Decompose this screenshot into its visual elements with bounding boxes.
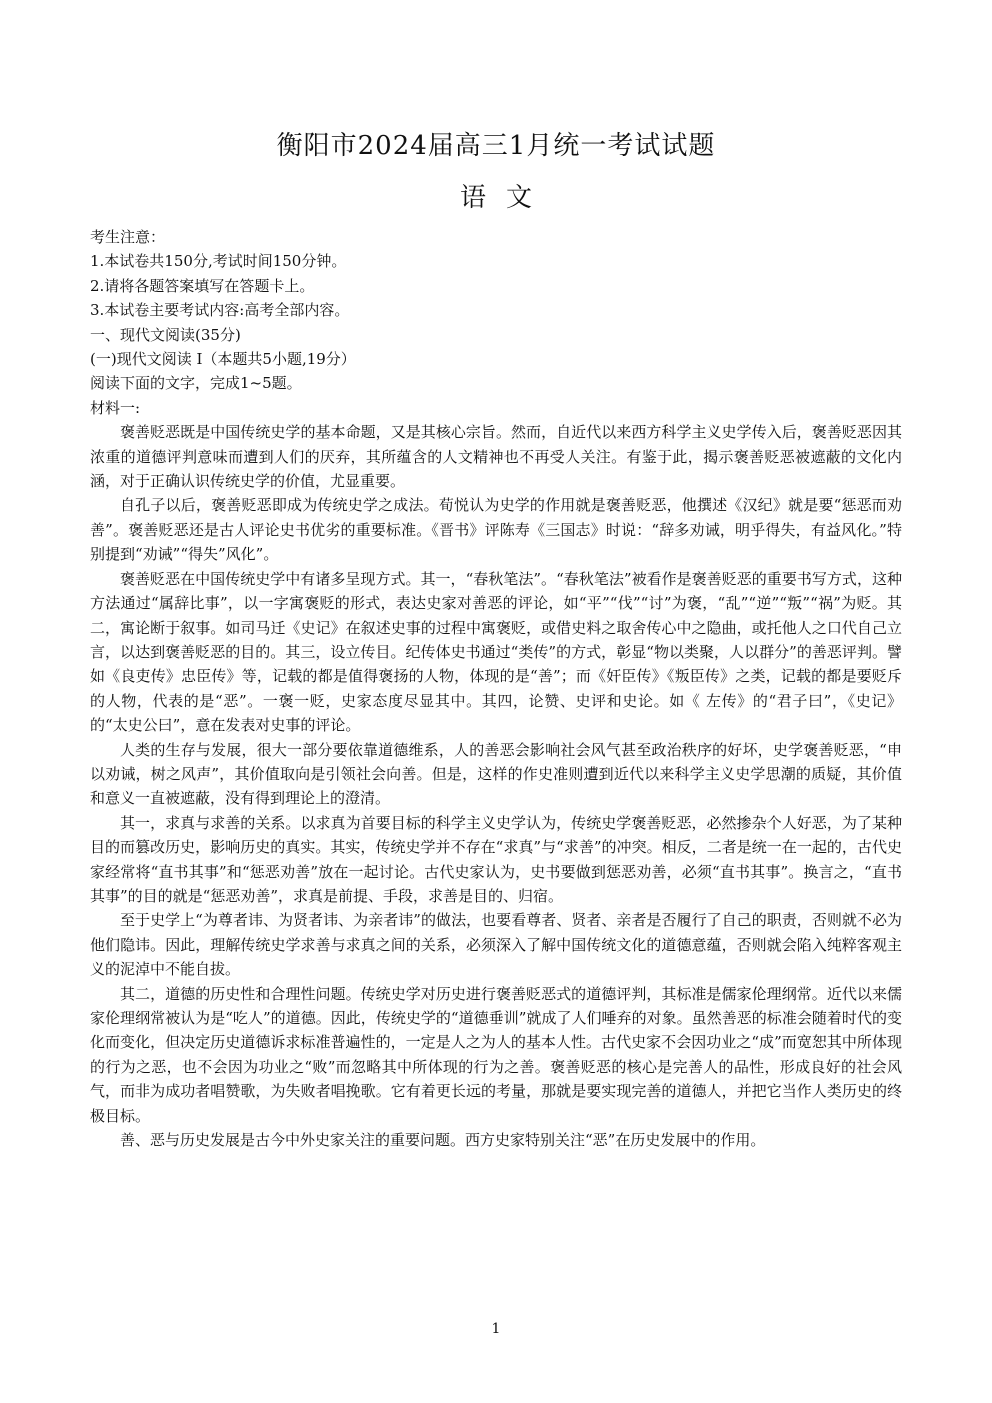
paragraph: 善、恶与历史发展是古今中外史家关注的重要问题。西方史家特别关注“恶”在历史发展中的作用。 — [120, 1131, 766, 1150]
reading-instruction: 阅读下面的文字，完成1~5题。 — [90, 374, 302, 393]
note-item: 1.本试卷共150分,考试时间150分钟。 — [90, 252, 347, 271]
paragraph: 人类的生存与发展，很大一部分要依靠道德维系，人的善恶会影响社会风气甚至政治秩序的好坏，史学褒善贬恶，“申以劝诫，树之风声”，其价值取向是引领社会向善。但是，这样的作史准则遭到近代以来科学主义史学思潮的质疑，其价值和意义一直被遮蔽，没有得到理论上的澄清。 — [90, 740, 902, 808]
material-label: 材料一: — [90, 398, 141, 417]
subject-title: 语文 — [459, 183, 552, 213]
paragraph: 其二，道德的历史性和合理性问题。传统史学对历史进行褒善贬恶式的道德评判，其标准是儒家伦理纲常。近代以来儒家伦理纲常被认为是“吃人”的道德。因此，传统史学的“道德垂训”就成了人们唾弃的对象。虽然善恶的标准会随着时代的变化而变化，但决定历史道德诉求标准普遍性的，一定是人之为人的基本人性。古代史家不会因功业之“成”而宽恕其中所体现的行为之恶，也不会因为功业之“败”而忽略其中所体现的行为之善。褒善贬恶的核心是完善人的品性，形成良好的社会风气，而非为成功者唱赞歌，为失败者唱挽歌。它有着更长远的考量，那就是要实现完善的道德人，并把它当作人类历史的终极目标。 — [90, 984, 902, 1125]
exam-title: 衡阳市2024届高三1月统一考试试题 — [276, 131, 716, 161]
section-heading: 一、现代文阅读(35分) — [90, 325, 241, 344]
paragraph: 其一，求真与求善的关系。以求真为首要目标的科学主义史学认为，传统史学褒善贬恶，必然掺杂个人好恶，为了某种目的而篡改历史，影响历史的真实。其实，传统史学并不存在“求真”与“求善”的冲突。相反，二者是统一在一起的，古代史家经常将“直书其事”和“惩恶劝善”放在一起讨论。古代史家认为，史书要做到惩恶劝善，必须“直书其事”。换言之，“直书其事”的目的就是“惩恶劝善”，求真是前提、手段，求善是目的、归宿。 — [90, 813, 902, 905]
exam-content — [90, 225, 902, 1152]
paragraph: 褒善贬恶在中国传统史学中有诸多呈现方式。其一，“春秋笔法”。“春秋笔法”被看作是褒善贬恶的重要书写方式，这种方法通过“属辞比事”，以一字寓褒贬的形式，表达史家对善恶的评论，如“平”“伐”“讨”为褒，“乱”“逆”“叛”“祸”为贬。其二，寓论断于叙事。如司马迁《史记》在叙述史事的过程中寓褒贬，或借史料之取舍传心中之隐曲，或托他人之口代自己立言，以达到褒善贬恶的目的。其三，设立传目。纪传体史书通过“类传”的方式，彰显“物以类聚，人以群分”的善恶评判。譬如《良吏传》忠臣传》等，记载的都是值得褒扬的人物，体现的是“善”；而《奸臣传》《叛臣传》之类，记载的都是要贬斥的人物，代表的是“恶”。一褒一贬，史家态度尽显其中。其四，论赞、史评和史论。如《 左传》的“君子曰”，《史记》的“太史公曰”，意在发表对史事的评论。 — [90, 569, 902, 735]
note-item: 2.请将各题答案填写在答题卡上。 — [90, 276, 315, 295]
notes-heading: 考生注意： — [90, 228, 166, 246]
paragraph: 褒善贬恶既是中国传统史学的基本命题，又是其核心宗旨。然而，自近代以来西方科学主义史学传入后，褒善贬恶因其浓重的道德评判意味而遭到人们的厌弃，其所蕴含的人文精神也不再受人关注。有鉴于此，揭示褒善贬恶被遮蔽的文化内涵，对于正确认识传统史学的价值，尤显重要。 — [90, 423, 902, 491]
section-subheading: (一)现代文阅读 I（本题共5小题,19分） — [90, 350, 356, 369]
paragraph: 自孔子以后，褒善贬恶即成为传统史学之成法。荀悦认为史学的作用就是褒善贬恶，他撰述《汉纪》就是要“惩恶而劝善”。褒善贬恶还是古人评论史书优劣的重要标准。《晋书》评陈寿《三国志》时说：“辞多劝诫，明乎得失，有益风化。”特别提到“劝诫”“得失”风化”。 — [90, 496, 902, 564]
page-number: 1 — [491, 1321, 501, 1337]
paragraph: 至于史学上“为尊者讳、为贤者讳、为亲者讳”的做法，也要看尊者、贤者、亲者是否履行了自己的职责，否则就不必为他们隐讳。因此，理解传统史学求善与求真之间的关系，必须深入了解中国传统文化的道德意蕴，否则就会陷入纯粹客观主义的泥淖中不能自拔。 — [90, 911, 902, 979]
note-item: 3.本试卷主要考试内容:高考全部内容。 — [90, 301, 350, 320]
